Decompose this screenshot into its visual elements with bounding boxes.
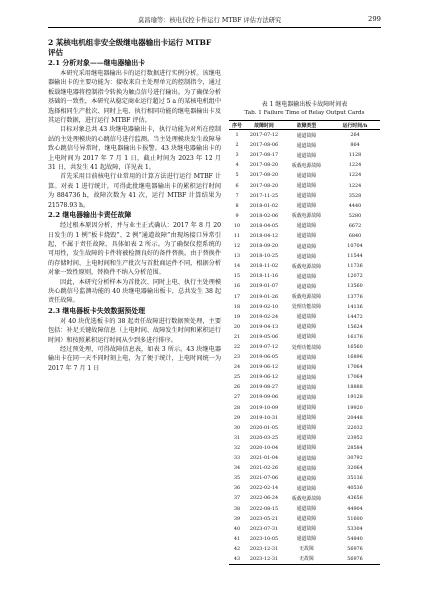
table-cell: 2 xyxy=(235,142,239,149)
table-row xyxy=(229,362,380,372)
table-cell: 板载电源故障 xyxy=(291,294,322,301)
table-cell: 17064 xyxy=(347,374,363,381)
table-cell: 2019-10-09 xyxy=(249,404,279,411)
table-cell: 通道故障 xyxy=(296,314,317,321)
table-row xyxy=(229,160,380,170)
table-cell: 51600 xyxy=(347,515,363,522)
table-cell: 43656 xyxy=(347,495,363,502)
table-cell: 板载电源故障 xyxy=(291,263,322,270)
table-row xyxy=(229,413,380,423)
table-cell: 44904 xyxy=(347,505,363,512)
table-cell: 1224 xyxy=(348,182,362,189)
table-cell: 37 xyxy=(233,495,241,502)
table-row xyxy=(229,392,380,402)
table-row xyxy=(229,251,380,261)
table-row xyxy=(229,261,380,271)
table-row xyxy=(229,170,380,180)
table-cell: 2018-02-06 xyxy=(249,212,279,219)
table-cell: 2017-08-20 xyxy=(249,162,279,169)
table-cell: 2018-11-02 xyxy=(249,263,279,270)
table-cell: 通道故障 xyxy=(296,132,317,139)
table-cell: 2021-02-26 xyxy=(249,465,279,472)
table-cell: 通道故障 xyxy=(296,394,317,401)
subsection-2-1-title: 2.1 分析对象——继电器输出卡 xyxy=(48,59,146,67)
table-cell: 通道故障 xyxy=(296,455,317,462)
table-cell: 2018-04-05 xyxy=(249,222,279,229)
table-cell: 2018-11-16 xyxy=(249,273,279,280)
table-cell: 8 xyxy=(235,202,239,209)
running-header xyxy=(48,13,381,28)
table-cell: 5 xyxy=(235,172,239,179)
table-cell: 2019-07-12 xyxy=(249,344,279,351)
paragraph: 因此，本研究分析样本为首批次、同时上电、执行主处理模块心跳信号监测功能的 40 块继电器输出板卡，总共发生 38 起责任故障。 xyxy=(48,278,221,305)
table-cell: 2020-10-04 xyxy=(249,444,279,451)
table-cell: 6840 xyxy=(348,232,362,239)
table-cell: 7 xyxy=(235,192,239,199)
table-row xyxy=(229,312,380,322)
table-cell: 17064 xyxy=(347,364,363,371)
table-row xyxy=(229,292,380,302)
table-row xyxy=(229,342,380,352)
table-cell: 28584 xyxy=(347,444,363,451)
table-cell: 通道故障 xyxy=(296,516,317,523)
table-cell: 25 xyxy=(233,374,241,381)
table-row xyxy=(229,201,380,211)
table-cell: 13560 xyxy=(347,283,363,290)
table-cell: 264 xyxy=(350,132,360,139)
header-title: 莫昌瑜等：核电仪控卡件运行 MTBF 评估方法研究 xyxy=(138,17,282,24)
table-row xyxy=(229,352,380,362)
table-cell: 6 xyxy=(235,182,239,189)
table-cell: 通道故障 xyxy=(296,183,317,190)
table-row xyxy=(229,453,380,463)
table-row xyxy=(229,524,380,534)
table-cell: 2017-08-20 xyxy=(249,182,279,189)
table-cell: 18888 xyxy=(347,384,363,391)
table-cell: 2023-05-21 xyxy=(249,515,279,522)
table-cell: 通道故障 xyxy=(296,142,317,149)
table-cell: 2019-09-06 xyxy=(249,394,279,401)
table-cell: 19 xyxy=(233,313,241,320)
table-cell: 通道故障 xyxy=(296,485,317,492)
table-cell: 13 xyxy=(233,253,241,260)
table-row xyxy=(229,423,380,433)
paragraph: 首先采用目前核电行业常用的计算方法进行运行 MTBF 计算。对表 1 进行统计，可得此批继电器输出卡的累积运行时间为 884736 h，故障次数为 41 次，运行 MTBF 计算结果为 21578.93 h。 xyxy=(48,173,221,209)
table-cell: 40536 xyxy=(347,485,363,492)
table-cell: 2023-07-31 xyxy=(249,525,279,532)
table-cell: 30 xyxy=(233,424,241,431)
table-cell: 2019-08-27 xyxy=(249,384,279,391)
right-column xyxy=(229,101,380,565)
table-cell: 2017-07-12 xyxy=(249,132,279,139)
table-cell: 通道故障 xyxy=(296,193,317,200)
table-row xyxy=(229,332,380,342)
table-cell: 通道故障 xyxy=(296,273,317,280)
table-cell: 2017-08-17 xyxy=(249,152,279,159)
table-cell: 13776 xyxy=(347,293,363,300)
table-cell: 23 xyxy=(233,354,241,361)
subsection-2-2-title: 2.2 继电器输出卡责任故障 xyxy=(48,211,132,220)
table-row xyxy=(229,221,380,231)
table-cell: 23952 xyxy=(347,434,363,441)
subsection-2-3-title: 2.3 继电器板卡失效数据预处理 xyxy=(48,306,146,315)
table-cell: 通道故障 xyxy=(296,465,317,472)
table-cell: 18 xyxy=(233,303,241,310)
table-row xyxy=(229,150,380,160)
table-cell: 2022-08-15 xyxy=(249,505,279,512)
table-cell: 19128 xyxy=(347,394,363,401)
table-cell: 通道故障 xyxy=(296,233,317,240)
table-cell: 4 xyxy=(235,162,239,169)
table-cell: 通道故障 xyxy=(296,203,317,210)
table-cell: 20 xyxy=(233,323,241,330)
table-cell: 12 xyxy=(233,243,241,250)
table-cell: 2018-10-25 xyxy=(249,253,279,260)
table-cell: 56976 xyxy=(330,554,380,565)
table-row xyxy=(229,271,380,281)
table-cell: 1224 xyxy=(348,172,362,179)
table-cell: 10704 xyxy=(347,243,363,250)
table-cell: 2017-08-06 xyxy=(249,142,279,149)
table-cell: 32064 xyxy=(347,465,363,472)
left-column xyxy=(48,38,221,373)
page-number: 299 xyxy=(368,15,381,23)
table-cell: 2019-01-07 xyxy=(249,283,279,290)
table-row xyxy=(229,372,380,382)
table-cell: 11736 xyxy=(347,263,363,270)
table-row xyxy=(229,180,380,190)
table-cell: 54840 xyxy=(347,535,363,542)
column-header: 故障时间 xyxy=(245,121,283,130)
table-cell: 通道故障 xyxy=(296,223,317,230)
table-cell: 板载电源故障 xyxy=(291,162,322,169)
table-cell: 36 xyxy=(233,485,241,492)
table-cell: 1128 xyxy=(348,152,362,159)
column-header: 故障类型 xyxy=(283,121,330,130)
table-row xyxy=(229,281,380,291)
table-row xyxy=(229,463,380,473)
table-cell: 14472 xyxy=(347,313,363,320)
table-cell: 处理功能故障 xyxy=(291,344,322,351)
table-row xyxy=(229,231,380,241)
table-cell: 6672 xyxy=(348,222,362,229)
table-cell: 2018-01-02 xyxy=(249,202,279,209)
table-cell: 板载电源故障 xyxy=(291,213,322,220)
table-cell: 2019-05-06 xyxy=(249,333,279,340)
table-caption-en: Tab. 1 Failure Time of Relay Output Cards xyxy=(244,110,365,116)
table-cell: 通道故障 xyxy=(296,435,317,442)
table-cell: 板载电源故障 xyxy=(291,495,322,502)
table-cell: 15 xyxy=(233,273,241,280)
table-cell: 2021-01-04 xyxy=(249,455,279,462)
table-cell: 864 xyxy=(350,142,360,149)
table-cell: 30792 xyxy=(347,455,363,462)
table-cell: 2022-02-14 xyxy=(249,485,279,492)
table-row xyxy=(229,493,380,503)
table-cell: 无故障 xyxy=(283,554,330,565)
table-cell: 16176 xyxy=(347,333,363,340)
table-row xyxy=(229,211,380,221)
table-cell: 通道故障 xyxy=(296,283,317,290)
table-cell: 19920 xyxy=(347,404,363,411)
table-cell: 22 xyxy=(233,344,241,351)
table-cell: 2017-08-20 xyxy=(249,172,279,179)
table-cell: 24 xyxy=(233,364,241,371)
table-cell: 通道故障 xyxy=(296,243,317,250)
table-cell: 通道故障 xyxy=(296,536,317,543)
table-cell: 2020-03-25 xyxy=(249,434,279,441)
table-cell: 2019-10-31 xyxy=(249,414,279,421)
table-cell: 16 xyxy=(233,283,241,290)
table-cell: 10 xyxy=(233,222,241,229)
table-cell: 3 xyxy=(235,152,239,159)
table-header-row xyxy=(229,121,380,130)
table-cell: 14 xyxy=(233,263,241,270)
table-cell: 通道故障 xyxy=(296,425,317,432)
table-cell: 16560 xyxy=(347,344,363,351)
table-cell: 11 xyxy=(233,232,241,239)
table-row xyxy=(229,302,380,312)
paragraph: 经过预处理，可得故障信息表，如表 3 所示。43 块继电器输出卡在同一天不同时刻上电，为了便于统计，上电时间统一为 2017 年 7 月 1 日 xyxy=(48,345,221,372)
paragraph: 对 40 块优选板卡的 38 起责任故障进行数据预处理，主要包括：补足关键故障信息（上电时间、故障发生时间和累积运行时间）和按照累积运行时间从少到多进行排序。 xyxy=(48,317,221,344)
paragraph: 本研究采用继电器输出卡的运行数据进行实例分析。该继电器输出卡的主要功能为：接收来自主处理单元的控制指令，通过板载继电器将控制指令转换为触点信号进行输出。为了确保分析基础的一致性，本研究从稳定商业运行超过 5 a 的某核电机组中选择相同生产批次、同时上电、执行相同功能的继电器输出卡及其运行数据，进行运行 MTBF 评估。 xyxy=(48,70,221,125)
table-cell: 通道故障 xyxy=(296,445,317,452)
table-cell: 通道故障 xyxy=(296,324,317,331)
table-cell: 43 xyxy=(229,554,245,565)
table-cell: 通道故障 xyxy=(296,506,317,513)
table-cell: 2023-12-31 xyxy=(249,545,279,552)
table-cell: 通道故障 xyxy=(296,374,317,381)
table-cell: 3528 xyxy=(348,192,362,199)
table-cell: 40 xyxy=(233,525,241,532)
table-cell: 34 xyxy=(233,465,241,472)
table-cell: 35 xyxy=(233,475,241,482)
table-row xyxy=(229,403,380,413)
table-cell: 14136 xyxy=(347,303,363,310)
table-cell: 通道故障 xyxy=(296,475,317,482)
paragraph: 目标对象总共 43 块继电器输出卡，执行功能为对所在控制站的主处理模块的心跳信号进行监测。当主处理模块发生故障导致心跳信号异常时，继电器输出卡报警。43 块继电器输出卡的上电时间为 2017 年 7 月 1 日，截止时间为 2023 年 12 月 31 日，共发生 41 起故障，详见表 1。 xyxy=(48,126,221,172)
table-row xyxy=(229,443,380,453)
table-cell: 通道故障 xyxy=(296,253,317,260)
table-cell: 35136 xyxy=(347,475,363,482)
table-cell: 28 xyxy=(233,404,241,411)
table-row xyxy=(229,322,380,332)
table-cell: 2018-04-12 xyxy=(249,232,279,239)
table-cell: 11544 xyxy=(347,253,363,260)
table-cell: 通道故障 xyxy=(296,384,317,391)
table-body xyxy=(229,130,380,565)
table-cell: 2019-04-13 xyxy=(249,323,279,330)
table-cell: 2017-11-25 xyxy=(249,192,279,199)
table-cell: 通道故障 xyxy=(296,526,317,533)
table-row xyxy=(229,433,380,443)
table-row xyxy=(229,534,380,544)
column-header: 运行时间/h xyxy=(330,121,380,130)
table-cell: 2018-09-20 xyxy=(249,243,279,250)
table-cell: 15624 xyxy=(347,323,363,330)
table-cell: 22032 xyxy=(347,424,363,431)
table-cell: 16896 xyxy=(347,354,363,361)
table-row xyxy=(229,554,380,565)
table-cell: 27 xyxy=(233,394,241,401)
table-row xyxy=(229,483,380,493)
table-cell: 29 xyxy=(233,414,241,421)
table-cell: 2019-02-10 xyxy=(249,303,279,310)
table-cell: 2019-06-12 xyxy=(249,374,279,381)
table-cell: 56976 xyxy=(347,545,363,552)
table-cell: 31 xyxy=(233,434,241,441)
table-row xyxy=(229,191,380,201)
paragraph: 经过根本原因分析，并与业主正式确认：2017 年 8 月 20 日发生的 1 例“板卡烧毁”、2 例“通道故障”由现场接口异常引起，不属于责任故障，具体如表 2 所示。为了确保仪控系统的可用性，发生故障的卡件将被检测良好的备件替换。由于替换件的存储时间、上电时间和生产批次与首批商运件不同，根据分析对象一致性原则，替换件不纳入分析范围。 xyxy=(48,222,221,277)
table-cell: 12072 xyxy=(347,273,363,280)
table-row xyxy=(229,473,380,483)
table-cell: 5280 xyxy=(348,212,362,219)
table-cell: 通道故障 xyxy=(296,364,317,371)
table-cell: 2022-06-24 xyxy=(249,495,279,502)
table-cell: 通道故障 xyxy=(296,354,317,361)
table-cell: 通道故障 xyxy=(296,172,317,179)
failure-time-table xyxy=(229,120,380,565)
table-cell: 2020-01-05 xyxy=(249,424,279,431)
table-cell: 39 xyxy=(233,515,241,522)
table-row xyxy=(229,140,380,150)
table-caption-cn: 表 1 继电器输出板卡故障时间表 xyxy=(261,101,348,108)
section-title: 2 某核电机组非安全级继电器输出卡运行 MTBF 评估 xyxy=(48,38,212,57)
table-row xyxy=(229,503,380,513)
table-cell: 9 xyxy=(235,212,239,219)
table-cell: 通道故障 xyxy=(296,334,317,341)
table-cell: 通道故障 xyxy=(296,152,317,159)
table-cell: 通道故障 xyxy=(296,415,317,422)
table-cell: 处理功能故障 xyxy=(291,304,322,311)
table-cell: 通道故障 xyxy=(296,405,317,412)
table-row xyxy=(229,241,380,251)
table-cell: 2021-07-06 xyxy=(249,475,279,482)
table-cell: 20448 xyxy=(347,414,363,421)
table-row xyxy=(229,130,380,141)
table-row xyxy=(229,382,380,392)
table-cell: 2023-10-05 xyxy=(249,535,279,542)
table-cell: 2019-06-12 xyxy=(249,364,279,371)
table-cell: 1224 xyxy=(348,162,362,169)
table-cell: 2019-02-24 xyxy=(249,313,279,320)
table-cell: 17 xyxy=(233,293,241,300)
table-cell: 42 xyxy=(233,545,241,552)
table-cell: 32 xyxy=(233,444,241,451)
table-row xyxy=(229,544,380,554)
table-cell: 38 xyxy=(233,505,241,512)
table-cell: 26 xyxy=(233,384,241,391)
table-row xyxy=(229,514,380,524)
table-cell: 33 xyxy=(233,455,241,462)
table-cell: 21 xyxy=(233,333,241,340)
column-header: 序号 xyxy=(229,121,245,130)
table-cell: 无故障 xyxy=(299,546,314,553)
table-cell: 4440 xyxy=(348,202,362,209)
table-cell: 2023-12-31 xyxy=(245,554,283,565)
table-cell: 2019-01-26 xyxy=(249,293,279,300)
table-cell: 1 xyxy=(235,132,239,139)
table-cell: 41 xyxy=(233,535,241,542)
table-cell: 2019-06-05 xyxy=(249,354,279,361)
table-cell: 53304 xyxy=(347,525,363,532)
